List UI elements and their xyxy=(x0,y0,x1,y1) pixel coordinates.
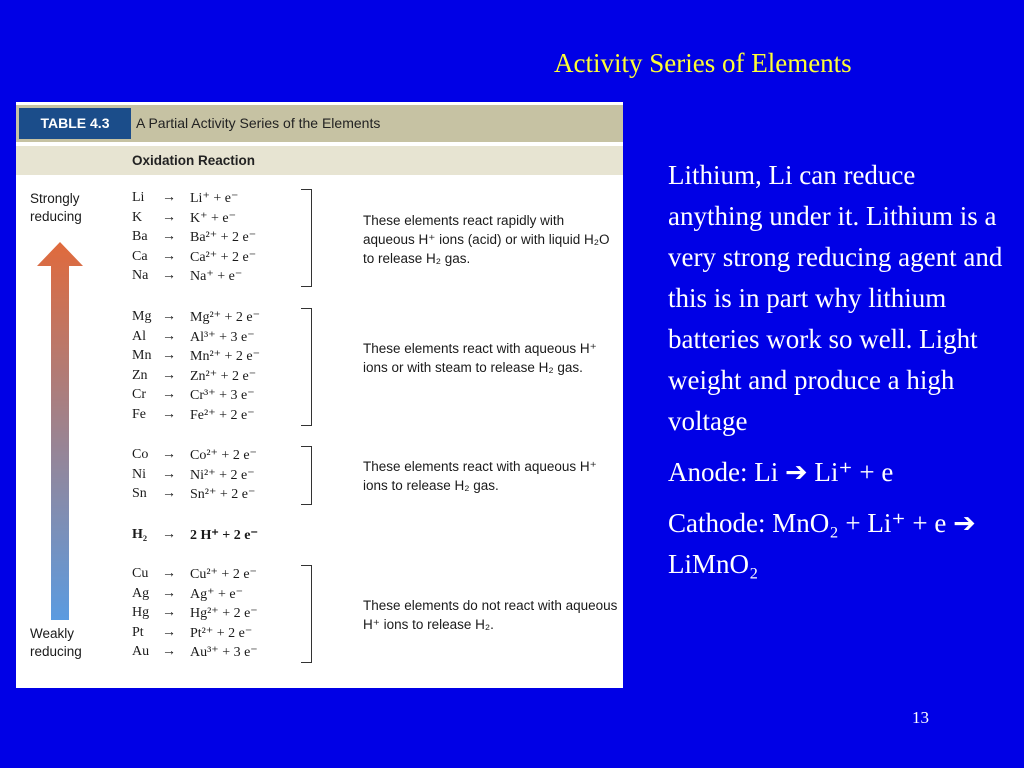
group-note: These elements react with aqueous H⁺ ions to release H₂ gas. xyxy=(363,459,597,494)
group-note: These elements react with aqueous H⁺ ions or with steam to release H₂ gas. xyxy=(363,341,597,376)
reaction-arrow: → xyxy=(162,209,176,225)
reaction-products: Ni²⁺ + 2 e⁻ xyxy=(190,467,255,483)
reducing-strength-arrow-icon xyxy=(37,242,83,622)
reaction-products: Fe²⁺ + 2 e⁻ xyxy=(190,408,255,423)
reaction-arrow: → xyxy=(162,190,176,205)
reaction-element: Sn xyxy=(132,486,147,502)
reaction-element: Ni xyxy=(132,466,146,482)
reaction-products: Cu²⁺ + 2 e⁻ xyxy=(190,567,257,582)
reaction-arrow: → xyxy=(162,466,176,482)
reaction-element: Ca xyxy=(132,248,148,264)
reaction-element: Co xyxy=(132,447,149,462)
reaction-element: Cr xyxy=(132,387,146,403)
reaction-products: Au³⁺ + 3 e⁻ xyxy=(190,645,258,661)
reaction-products: K⁺ + e⁻ xyxy=(190,210,236,226)
column-header-row xyxy=(16,146,623,175)
column-header-oxidation: Oxidation Reaction xyxy=(132,153,256,168)
reaction-element: Ba xyxy=(132,229,148,245)
reaction-element: K xyxy=(132,209,143,225)
group-bracket xyxy=(301,189,312,287)
reaction-products: Ba²⁺ + 2 e⁻ xyxy=(190,230,257,246)
lithium-paragraph: Lithium, Li can reduce anything under it. Lithium is a very strong reducing agent and this is in part why lithium batteries work so well. Light weight and produce a high voltage xyxy=(668,160,1003,436)
slide-body xyxy=(668,155,1013,585)
reaction-products: Ca²⁺ + 2 e⁻ xyxy=(190,249,257,265)
reaction-products: Sn²⁺ + 2 e⁻ xyxy=(190,487,256,503)
anode-equation: Anode: Li ➔ Li⁺ + e xyxy=(668,457,894,487)
reaction-products: Al³⁺ + 3 e⁻ xyxy=(190,329,255,345)
reaction-products: Mn²⁺ + 2 e⁻ xyxy=(190,349,261,365)
group-bracket xyxy=(301,565,312,663)
table-number-badge: TABLE 4.3 xyxy=(19,108,131,139)
reaction-element: Zn xyxy=(132,367,148,383)
reaction-arrow: → xyxy=(162,566,176,581)
reaction-products: Zn²⁺ + 2 e⁻ xyxy=(190,368,257,384)
reaction-arrow: → xyxy=(162,328,176,344)
reaction-element: Pt xyxy=(132,624,144,640)
reaction-arrow: → xyxy=(162,407,176,422)
reaction-arrow: → xyxy=(162,309,176,324)
reaction-products: Na⁺ + e⁻ xyxy=(190,269,243,285)
table-header-bar xyxy=(16,105,623,142)
reaction-arrow: → xyxy=(162,585,176,601)
cathode-equation: Cathode: MnO₂ + Li⁺ + e ➔ LiMnO₂ xyxy=(668,508,976,579)
reaction-arrow: → xyxy=(162,624,176,640)
reaction-element: Au xyxy=(132,644,150,660)
table-caption: A Partial Activity Series of the Elements xyxy=(136,115,381,131)
activity-series-table xyxy=(16,102,623,688)
reaction-products: Cr³⁺ + 3 e⁻ xyxy=(190,388,255,404)
reaction-element: Hg xyxy=(132,605,150,621)
reaction-products: Li⁺ + e⁻ xyxy=(190,191,239,206)
reaction-arrow: → xyxy=(162,268,176,284)
reaction-products: 2 H⁺ + 2 e⁻ xyxy=(190,528,258,543)
page-number: 13 xyxy=(912,708,929,727)
reaction-arrow: → xyxy=(162,447,176,462)
reaction-element: Mn xyxy=(132,348,152,364)
reaction-element: Na xyxy=(132,268,149,284)
reaction-arrow: → xyxy=(162,605,176,621)
reaction-products: Co²⁺ + 2 e⁻ xyxy=(190,448,257,463)
reaction-arrow: → xyxy=(162,527,176,542)
reaction-element: Ag xyxy=(132,585,150,601)
reaction-element: Mg xyxy=(132,309,152,324)
reaction-arrow: → xyxy=(162,387,176,403)
reaction-element: H₂ xyxy=(132,527,148,542)
reaction-products: Pt²⁺ + 2 e⁻ xyxy=(190,625,253,641)
reaction-arrow: → xyxy=(162,248,176,264)
reaction-products: Mg²⁺ + 2 e⁻ xyxy=(190,310,261,325)
group-note: These elements do not react with aqueous H⁺ ions to release H₂. xyxy=(363,598,618,632)
reaction-arrow: → xyxy=(162,486,176,502)
group-bracket xyxy=(301,308,312,426)
reaction-element: Cu xyxy=(132,566,149,581)
reaction-products: Hg²⁺ + 2 e⁻ xyxy=(190,606,258,622)
reaction-arrow: → xyxy=(162,229,176,245)
slide-title: Activity Series of Elements xyxy=(554,48,852,78)
reaction-arrow: → xyxy=(162,644,176,660)
weakly-reducing-label: Weakly reducing xyxy=(30,626,82,659)
reaction-products: Ag⁺ + e⁻ xyxy=(190,586,243,602)
reaction-element: Al xyxy=(132,328,146,344)
reaction-element: Li xyxy=(132,190,145,205)
reaction-element: Fe xyxy=(132,407,146,422)
reaction-arrow: → xyxy=(162,367,176,383)
strongly-reducing-label: Strongly reducing xyxy=(30,191,82,224)
group-note: These elements react rapidly with aqueous H⁺ ions (acid) or with liquid H₂O to release H₂ gas. xyxy=(363,212,610,266)
group-bracket xyxy=(301,446,312,505)
reaction-arrow: → xyxy=(162,348,176,364)
